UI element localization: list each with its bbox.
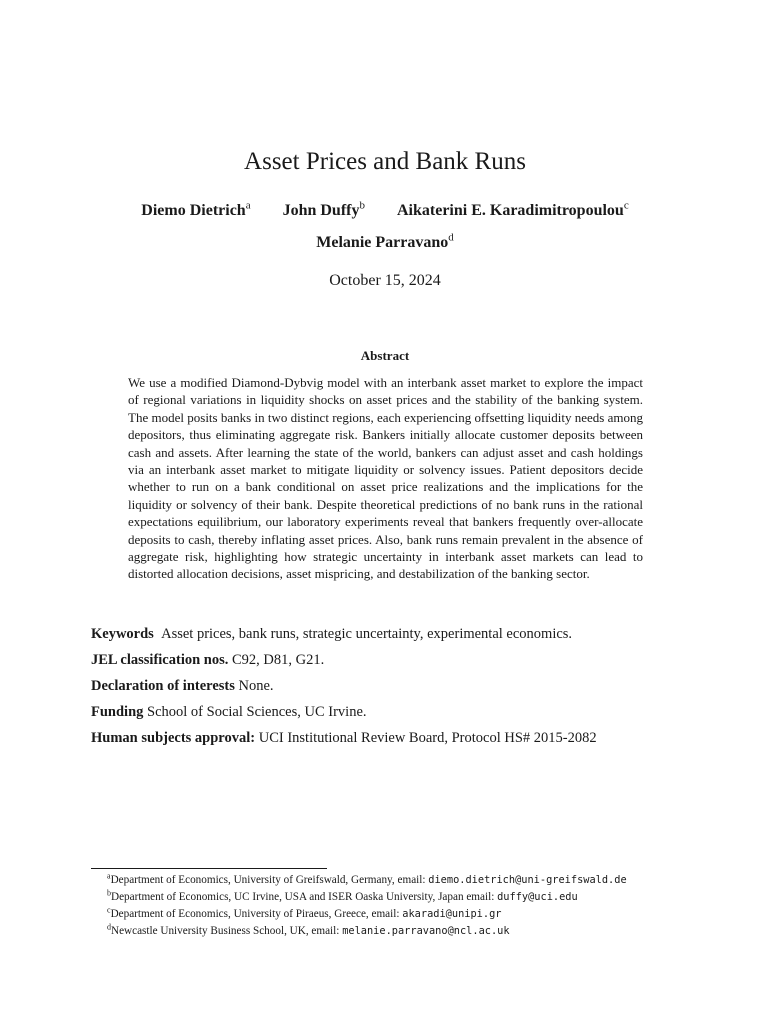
footnote-mark: d xyxy=(107,922,111,932)
author-row-1 xyxy=(0,199,770,220)
author-mark: a xyxy=(245,199,251,212)
paper-title: Asset Prices and Bank Runs xyxy=(244,148,526,175)
footnote-mark: a xyxy=(107,871,111,881)
author-mark: c xyxy=(623,199,629,212)
footnote-email-link[interactable]: diemo.dietrich@uni-greifswald.de xyxy=(428,874,627,886)
footnote-text: Department of Economics, University of Piraeus, Greece, email: xyxy=(110,908,403,920)
jel-label: JEL classification nos. xyxy=(91,652,229,668)
keywords-line xyxy=(91,626,731,643)
footnote-d xyxy=(91,923,731,940)
footnote-email-link[interactable]: akaradi@unipi.gr xyxy=(402,908,502,920)
paper-date: October 15, 2024 xyxy=(329,272,441,289)
approval-label: Human subjects approval: xyxy=(91,730,256,746)
jel-value: C92, D81, G21. xyxy=(232,652,325,668)
footnote-text: Newcastle University Business School, UK, email: xyxy=(111,925,343,937)
abstract-heading: Abstract xyxy=(360,348,410,363)
author-name: Aikaterini E. Karadimitropoulou xyxy=(396,202,624,219)
footnote-text: Department of Economics, UC Irvine, USA and ISER Oaska University, Japan email: xyxy=(111,891,498,903)
jel-line xyxy=(91,652,731,669)
footnote-rule xyxy=(91,868,327,869)
author-name: Diemo Dietrich xyxy=(141,202,246,219)
author-dietrich xyxy=(141,199,251,220)
declaration-line xyxy=(91,678,731,695)
footnote-a xyxy=(91,872,731,889)
author-duffy xyxy=(282,199,365,220)
keywords-label: Keywords xyxy=(91,626,154,642)
footnote-c xyxy=(91,906,731,923)
footnote-mark: c xyxy=(107,905,111,915)
keywords-value: Asset prices, bank runs, strategic uncertainty, experimental economics. xyxy=(161,626,573,642)
author-parravano xyxy=(316,231,454,252)
footnote-mark: b xyxy=(107,888,111,898)
author-mark: b xyxy=(359,199,365,212)
approval-value: UCI Institutional Review Board, Protocol HS# 2015-2082 xyxy=(258,730,597,746)
footnotes xyxy=(91,872,731,940)
author-name: Melanie Parravano xyxy=(316,234,449,251)
author-row-2 xyxy=(0,231,770,252)
author-mark: d xyxy=(448,231,454,244)
funding-line xyxy=(91,704,731,721)
funding-label: Funding xyxy=(91,704,144,720)
approval-line xyxy=(91,730,731,747)
footnote-email-link[interactable]: melanie.parravano@ncl.ac.uk xyxy=(342,925,510,937)
footnote-text: Department of Economics, University of Greifswald, Germany, email: xyxy=(110,874,429,886)
author-karadimitropoulou xyxy=(396,199,629,220)
funding-value: School of Social Sciences, UC Irvine. xyxy=(147,704,367,720)
declaration-value: None. xyxy=(238,678,274,694)
declaration-label: Declaration of interests xyxy=(91,678,235,694)
abstract-body: We use a modified Diamond-Dybvig model with an interbank asset market to explore the impact of regional variations in liquidity shocks on asset prices and the stability of the banking system. The model posits banks in two distinct regions, each experiencing offsetting liquidity needs among depositors, thus eliminating aggregate risk. Bankers initially allocate customer deposits between cash and assets. After learning the state of the world, bankers can adjust asset and cash holdings via an interbank asset market to mitigate liquidity or solvency issues. Patient depositors decide whether to run on a bank conditional on asset price realizations and the implications for the liquidity or solvency of their bank. Despite theoretical predictions of no bank runs in the rational expectations equilibrium, our laboratory experiments reveal that bankers frequently over-allocate deposits to cash, thereby inflating asset prices. Also, bank runs remain prevalent in the absence of aggregate risk, highlighting how strategic uncertainty in interbank asset markets can lead to distorted allocation decisions, asset mispricing, and destabilization of the banking sector. xyxy=(128,375,643,582)
author-name: John Duffy xyxy=(282,202,360,219)
footnote-email-link[interactable]: duffy@uci.edu xyxy=(497,891,578,903)
footnote-b xyxy=(91,889,731,906)
